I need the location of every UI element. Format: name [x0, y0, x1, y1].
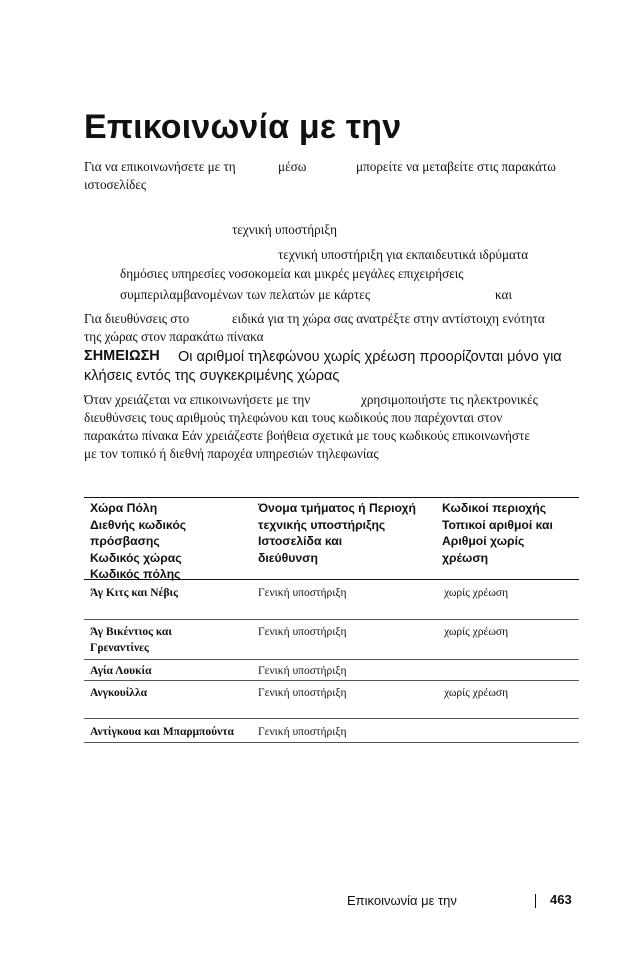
- list-item-customers-part1: συμπεριλαμβανομένων των πελατών με κάρτες: [120, 287, 371, 302]
- service-cell: Γενική υποστήριξη: [258, 726, 347, 738]
- addresses-text-part1: Για διευθύνσεις στο: [84, 311, 190, 326]
- country-cell: Άγ Κιτς και Νέβις: [90, 587, 178, 599]
- note-text-line1: Οι αριθμοί τηλεφώνου χωρίς χρέωση προορίζονται μόνο για: [178, 349, 562, 365]
- service-cell: Γενική υποστήριξη: [258, 626, 347, 638]
- row-divider: [84, 659, 579, 660]
- header-codes: [442, 500, 553, 566]
- country-cell: Αντίγκουα και Μπαρμπούντα: [90, 726, 234, 738]
- row-divider: [84, 742, 579, 743]
- header-service-line: διεύθυνση: [258, 550, 318, 565]
- row-divider: [84, 680, 579, 681]
- header-service-line: τεχνικής υποστήριξης: [258, 517, 386, 532]
- list-item-tech-support: τεχνική υποστήριξη: [232, 222, 338, 237]
- header-codes-line: Αριθμοί χωρίς: [442, 534, 525, 548]
- page-number: 463: [550, 892, 572, 907]
- intro-text-line2: ιστοσελίδες: [84, 177, 147, 192]
- country-cell: Άγ Βικέντιος και: [90, 626, 172, 638]
- header-country-line: Κωδικός πόλης: [90, 567, 181, 581]
- table-top-rule: [84, 497, 579, 498]
- contact-text-line4: με τον τοπικό ή διεθνή παροχέα υπηρεσιών τηλεφωνίας: [84, 446, 379, 461]
- header-country: [90, 500, 186, 583]
- addresses-text-line2: της χώρας στον παρακάτω πίνακα: [84, 329, 264, 344]
- list-item-customers-part2: και: [495, 287, 512, 302]
- codes-cell: χωρίς χρέωση: [444, 587, 509, 599]
- header-codes-line: χρέωση: [442, 550, 489, 565]
- contact-text-part2: χρησιμοποιήστε τις ηλεκτρονικές: [361, 392, 538, 407]
- header-codes-line: Τοπικοί αριθμοί και: [442, 517, 553, 532]
- header-service-line: Όνομα τμήματος ή Περιοχή: [258, 501, 416, 515]
- service-cell: Γενική υποστήριξη: [258, 587, 347, 599]
- service-cell: Γενική υποστήριξη: [258, 687, 347, 699]
- list-item-education-support: τεχνική υποστήριξη για εκπαιδευτικά ιδρύματα: [278, 247, 529, 262]
- contact-text-part1: Όταν χρειάζεται να επικοινωνήσετε με την: [84, 392, 311, 407]
- header-country-line: πρόσβασης: [90, 534, 160, 548]
- intro-text-part2: μέσω: [278, 159, 307, 174]
- table-header-rule: [84, 579, 579, 580]
- header-codes-line: Κωδικοί περιοχής: [442, 501, 547, 515]
- row-divider: [84, 619, 579, 620]
- contact-text-line3: παρακάτω πίνακα Εάν χρειάζεστε βοήθεια σχετικά με τους κωδικούς επικοινωνήστε: [84, 428, 530, 443]
- country-cell: Αγία Λουκία: [90, 665, 152, 677]
- header-country-line: Κωδικός χώρας: [90, 550, 182, 565]
- header-country-line: Χώρα Πόλη: [90, 501, 158, 515]
- header-country-line: Διεθνής κωδικός: [90, 517, 187, 532]
- service-cell: Γενική υποστήριξη: [258, 665, 347, 677]
- country-cell-line2: Γρεναντίνες: [90, 642, 149, 654]
- codes-cell: χωρίς χρέωση: [444, 687, 509, 699]
- header-service-line: Ιστοσελίδα και: [258, 534, 343, 548]
- footer-title: Επικοινωνία με την: [347, 893, 457, 908]
- row-divider: [84, 718, 579, 719]
- note-label: ΣΗΜΕΙΩΣΗ: [84, 348, 160, 364]
- intro-text-part1: Για να επικοινωνήσετε με τη: [84, 159, 236, 174]
- country-cell: Ανγκουίλλα: [90, 687, 148, 699]
- addresses-text-part2: ειδικά για τη χώρα σας ανατρέξτε στην αντίστοιχη ενότητα: [232, 311, 545, 326]
- note-text-line2: κλήσεις εντός της συγκεκριμένης χώρας: [84, 368, 340, 384]
- list-item-public-services: δημόσιες υπηρεσίες νοσοκομεία και μικρές μεγάλες επιχειρήσεις: [120, 266, 464, 281]
- header-service: [258, 500, 416, 566]
- page-title: Επικοινωνία με την: [84, 108, 402, 146]
- codes-cell: χωρίς χρέωση: [444, 626, 509, 638]
- intro-text-part3: μπορείτε να μεταβείτε στις παρακάτω: [356, 159, 556, 174]
- footer-divider: [535, 894, 536, 908]
- contact-text-line2: διευθύνσεις τους αριθμούς τηλεφώνου και τους κωδικούς που παρέχονται στον: [84, 410, 503, 425]
